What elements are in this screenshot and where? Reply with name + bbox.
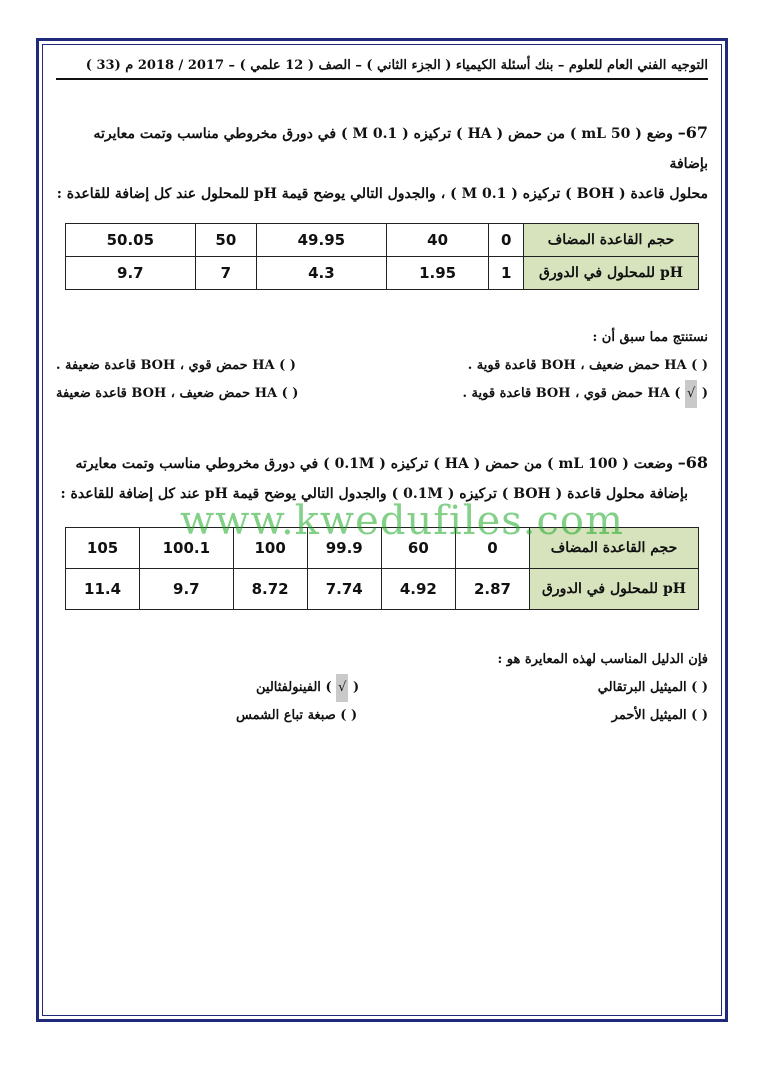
checkmark-icon: √ (336, 674, 348, 702)
q67-number: 67– (677, 123, 708, 142)
q67-option-2[interactable]: ( ) HA حمض قوي ، BOH قاعدة ضعيفة . (56, 358, 296, 373)
page-header: التوجيه الفني العام للعلوم – بنك أسئلة الكيمياء ( الجزء الثاني ) – الصف ( 12 علمي ) – 2017 / 2018 م (33 ) (56, 56, 708, 80)
q67-table (65, 223, 699, 290)
q68-row1-label: حجم القاعدة المضاف (530, 528, 699, 569)
table-cell: 0 (455, 528, 529, 569)
q68-line2: بإضافة محلول قاعدة ( BOH ) تركيزه ( 0.1M ) والجدول التالي يوضح قيمة pH عند كل إضافة للقاعدة : (60, 486, 688, 502)
table-cell: 1 (489, 257, 524, 290)
q67-line2: محلول قاعدة ( BOH ) تركيزه ( 0.1 M ) ، والجدول التالي يوضح قيمة pH للمحلول عند كل إضافة للقاعدة : (56, 186, 708, 202)
table-cell: 50 (195, 224, 256, 257)
table-cell: 99.9 (307, 528, 381, 569)
table-cell: 60 (381, 528, 455, 569)
table-cell: 7.74 (307, 569, 381, 610)
table-cell: 100 (233, 528, 307, 569)
q67-row-a (56, 352, 708, 380)
table-row (66, 257, 699, 290)
q68-choices (56, 646, 708, 730)
checkmark-icon: √ (685, 380, 697, 408)
table-cell: 7 (195, 257, 256, 290)
q68-row2-label: pH للمحلول في الدورق (530, 569, 699, 610)
table-row (66, 569, 699, 610)
table-cell: 100.1 (140, 528, 233, 569)
q67-option-3-text: HA حمض قوي ، BOH قاعدة قوية . (462, 386, 670, 401)
q67-row2-label: pH للمحلول في الدورق (524, 257, 699, 290)
table-cell: 105 (66, 528, 140, 569)
table-cell: 9.7 (66, 257, 196, 290)
q67-row-b (56, 380, 708, 408)
table-cell: 1.95 (386, 257, 489, 290)
table-cell: 4.92 (381, 569, 455, 610)
q67-row1-label: حجم القاعدة المضاف (524, 224, 699, 257)
q67-conclude: نستنتج مما سبق أن : (592, 330, 708, 345)
table-cell: 40 (386, 224, 489, 257)
watermark: www.kwedufiles.com (180, 498, 624, 544)
q67-option-1[interactable]: ( ) HA حمض ضعيف ، BOH قاعدة قوية . (467, 358, 708, 373)
page-content (56, 56, 708, 730)
q67-choices (56, 324, 708, 408)
q68-number: 68– (677, 453, 708, 472)
q68-line1 (56, 448, 708, 479)
q68-row-a (56, 674, 708, 702)
table-cell: 11.4 (66, 569, 140, 610)
table-cell: 0 (489, 224, 524, 257)
q67-line1 (56, 118, 708, 179)
q67-text-1: وضع ( 50 mL ) من حمض ( HA ) تركيزه ( 0.1 M ) في دورق مخروطي مناسب وتمت معايرته بإضافة (93, 126, 708, 172)
q68-option-2-text: الفينولفثالين (256, 680, 321, 695)
q68-option-2[interactable]: ( √ ) الفينولفثالين (256, 674, 359, 702)
q68-option-1[interactable]: ( ) الميثيل البرتقالي (597, 680, 708, 695)
question-67 (56, 118, 708, 209)
table-cell: 49.95 (257, 224, 387, 257)
q67-option-3[interactable]: ( √ ) HA حمض قوي ، BOH قاعدة قوية . (463, 380, 709, 408)
table-row (66, 224, 699, 257)
table-cell: 50.05 (66, 224, 196, 257)
q68-row-b (56, 702, 708, 730)
table-cell: 2.87 (455, 569, 529, 610)
q67-option-4[interactable]: ( ) HA حمض ضعيف ، BOH قاعدة ضعيفة (56, 386, 299, 401)
q68-option-3[interactable]: ( ) الميثيل الأحمر (611, 708, 708, 723)
q68-text-1: وضعت ( 100 mL ) من حمض ( HA ) تركيزه ( 0.1M ) في دورق مخروطي مناسب وتمت معايرته (75, 456, 673, 472)
q68-question: فإن الدليل المناسب لهذه المعايرة هو : (497, 652, 708, 667)
q68-option-4[interactable]: ( ) صبغة تباع الشمس (236, 708, 358, 723)
table-cell: 8.72 (233, 569, 307, 610)
table-cell: 9.7 (140, 569, 233, 610)
table-cell: 4.3 (257, 257, 387, 290)
